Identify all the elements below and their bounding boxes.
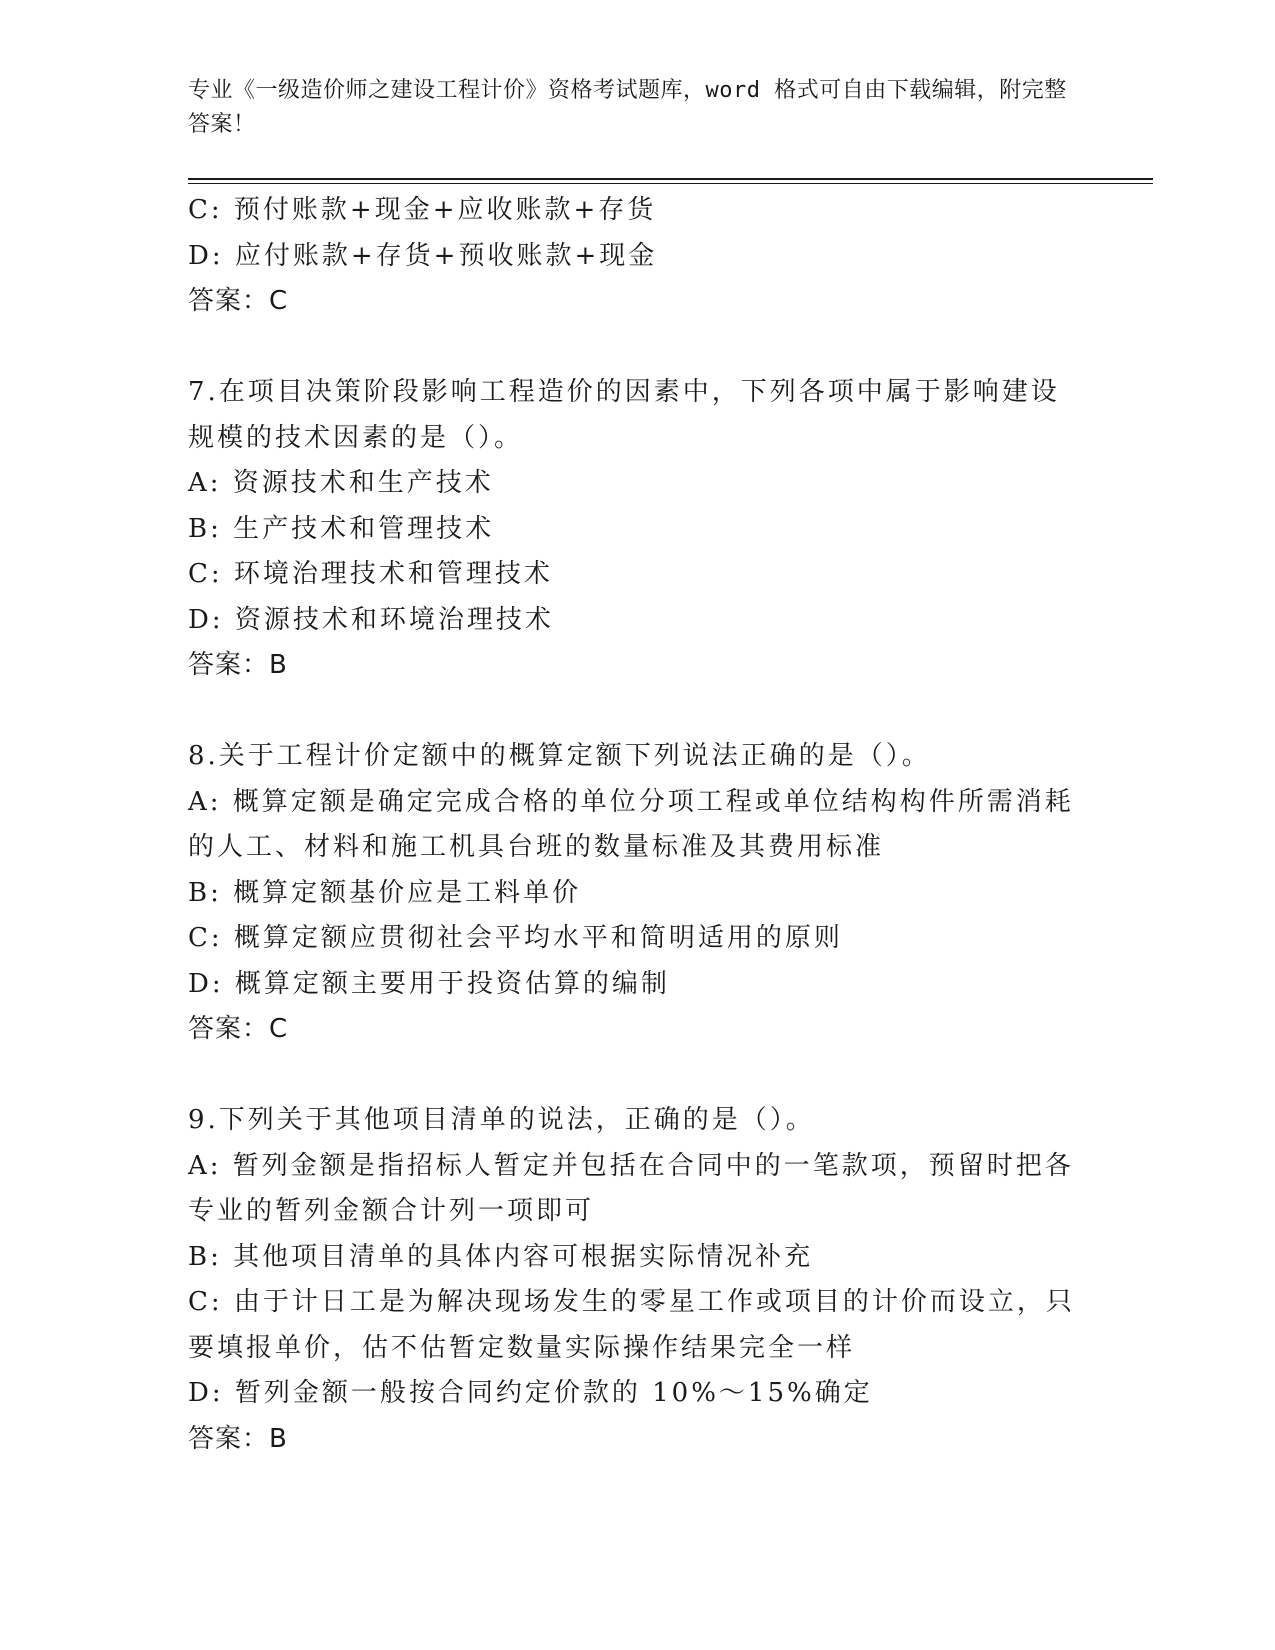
spacer [188,689,1088,735]
option-d: D: 资源技术和环境治理技术 [188,604,554,635]
question-stem: 7.在项目决策阶段影响工程造价的因素中，下列各项中属于影响建设规模的技术因素的是（）。 [188,377,1060,453]
option-c: C: 预付账款+现金+应收账款+存货 [188,195,657,225]
question-7 [188,370,1088,689]
option-a: A: 暂列金额是指招标人暂定并包括在合同中的一笔款项，预留时把各专业的暂列金额合计列一项即可 [188,1150,1074,1226]
option-c: C: 概算定额应贯彻社会平均水平和简明适用的原则 [188,923,843,953]
option-b: B: 其他项目清单的具体内容可根据实际情况补充 [188,1241,814,1272]
header-divider-thin [188,183,1153,184]
question-content [188,188,1088,1462]
option-b: B: 概算定额基价应是工料单价 [188,877,582,908]
question-8 [188,734,1088,1053]
question-9 [188,1098,1088,1462]
answer-line: 答案：C [188,286,289,316]
answer-line: 答案：B [188,1423,288,1454]
answer-line: 答案：B [188,650,288,680]
option-a: A: 资源技术和生产技术 [188,468,494,498]
answer-line: 答案：C [188,1014,289,1044]
option-a: A: 概算定额是确定完成合格的单位分项工程或单位结构构件所需消耗的人工、材料和施工机具台班的数量标准及其费用标准 [188,786,1074,862]
question-stem: 9.下列关于其他项目清单的说法，正确的是（）。 [188,1105,815,1135]
header-divider-thick [188,178,1153,180]
page-header: 专业《一级造价师之建设工程计价》资格考试题库，word 格式可自由下载编辑，附完整答案！ [188,78,1067,137]
spacer [188,1053,1088,1099]
spacer [188,325,1088,371]
question-stem: 8.关于工程计价定额中的概算定额下列说法正确的是（）。 [188,741,931,771]
option-d: D: 应付账款+存货+预收账款+现金 [188,240,658,271]
option-c: C: 由于计日工是为解决现场发生的零星工作或项目的计价而设立，只要填报单价，估不估暂定数量实际操作结果完全一样 [188,1287,1075,1363]
option-d: D: 概算定额主要用于投资估算的编制 [188,968,670,999]
option-d: D: 暂列金额一般按合同约定价款的 10%～15%确定 [188,1378,873,1408]
option-c: C: 环境治理技术和管理技术 [188,559,553,589]
previous-question-tail [188,188,1088,325]
option-b: B: 生产技术和管理技术 [188,513,495,544]
